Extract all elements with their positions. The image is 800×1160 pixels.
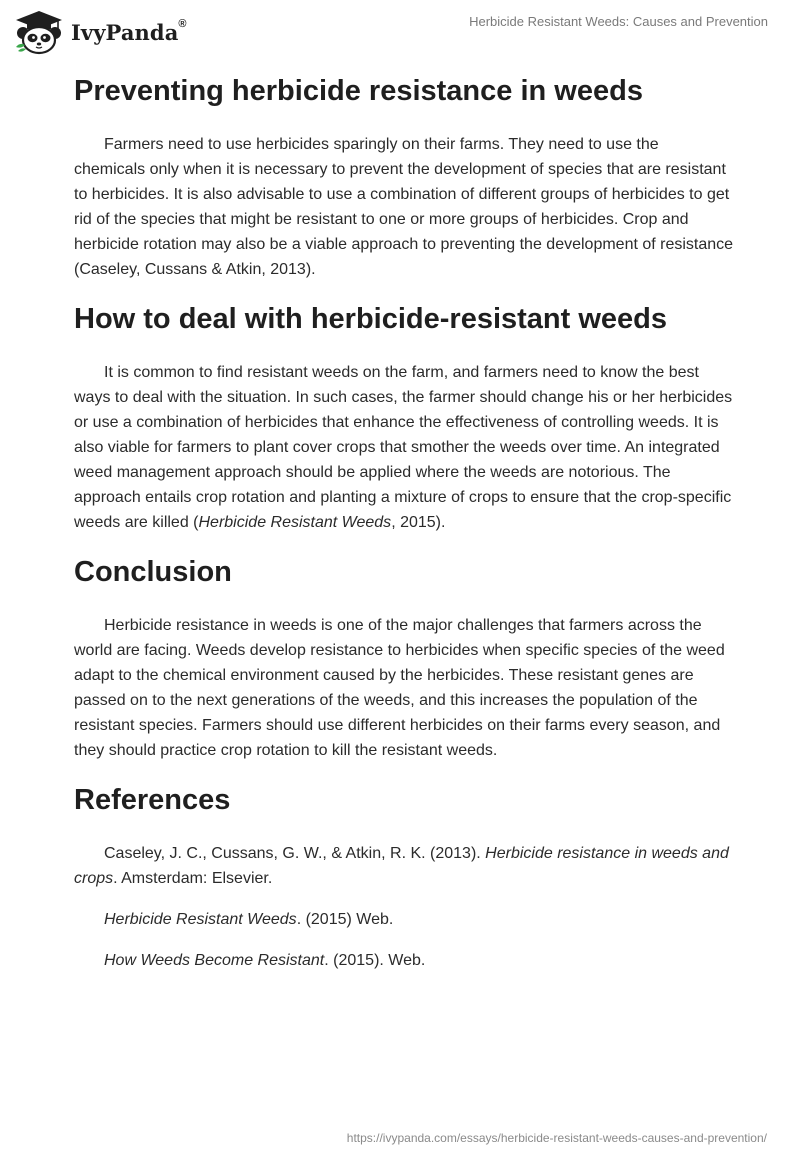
paragraph-conclusion: Herbicide resistance in weeds is one of the major challenges that farmers across the world are facing. Weeds develop resistance to herbicides when specific species of the weed adapt to the chemical environment caused by the herbicides. These resistant genes are passed on to the next generations of the weeds, and this increases the population of the resistant species. Farmers should use different herbicides on their farms every season, and they should practice crop rotation to kill the resistant weeds. — [74, 617, 725, 759]
document-title: Herbicide Resistant Weeds: Causes and Prevention — [469, 14, 768, 29]
logo-wordmark: IvyPanda® — [71, 17, 187, 45]
essay-content — [74, 70, 734, 989]
ivypanda-logo[interactable] — [14, 8, 187, 56]
reference-item: How Weeds Become Resistant. (2015). Web. — [104, 952, 426, 969]
heading-how-to-deal: How to deal with herbicide-resistant weeds — [74, 303, 668, 335]
reference-list — [74, 841, 734, 973]
heading-preventing: Preventing herbicide resistance in weeds — [74, 75, 643, 107]
reference-item: Herbicide Resistant Weeds. (2015) Web. — [104, 911, 394, 928]
paragraph-preventing: Farmers need to use herbicides sparingly on their farms. They need to use the chemicals only when it is necessary to prevent the development of species that are resistant to herbicides. It is also advisable to use a combination of different groups of herbicides to get rid of the species that might be resistant to one or more groups of herbicides. Crop and herbicide rotation may also be a viable approach to preventing the development of resistance (Caseley, Cussans & Atkin, 2013). — [74, 136, 734, 278]
paragraph-how-to-deal: It is common to find resistant weeds on the farm, and farmers need to know the best ways to deal with the situation. In such cases, the farmer should change his or her herbicides or use a combination of herbicides that enhance the effectiveness of controlling weeds. It is also viable for farmers to plant cover crops that smother the weeds over time. An integrated weed management approach should be applied where the weeds are notorious. The approach entails crop rotation and planting a mixture of crops to ensure that the crop-specific weeds are killed (Herbicide Resistant Weeds, 2015). — [74, 364, 733, 531]
reference-item: Caseley, J. C., Cussans, G. W., & Atkin, R. K. (2013). Herbicide resistance in weeds and crops. Amsterdam: Elsevier. — [74, 845, 729, 887]
page-header — [0, 0, 800, 62]
source-url-link[interactable]: https://ivypanda.com/essays/herbicide-resistant-weeds-causes-and-prevention/ — [346, 1131, 767, 1145]
panda-graduate-icon — [14, 9, 64, 55]
heading-conclusion: Conclusion — [74, 556, 232, 588]
heading-references: References — [74, 784, 231, 816]
